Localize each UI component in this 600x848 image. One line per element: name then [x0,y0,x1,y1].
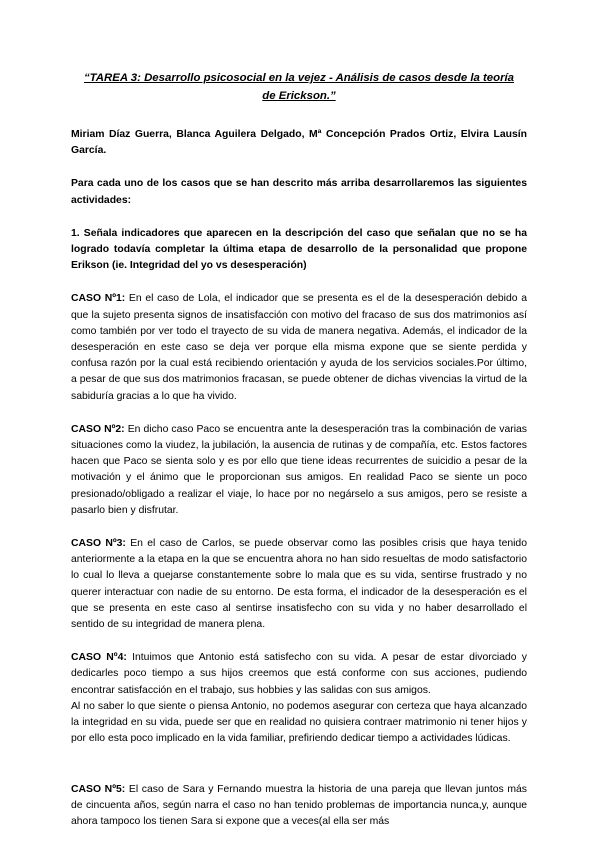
document-body [71,70,527,847]
case-4 [71,650,527,747]
case-label: CASO Nº5: [71,783,126,795]
case-5 [71,782,527,831]
authors: Miriam Díaz Guerra, Blanca Aguilera Delgado, Mª Concepción Prados Ortiz, Elvira Lausín García. [71,129,527,157]
case-label: CASO Nº2: [71,423,125,435]
case-text: En el caso de Lola, el indicador que se presenta es el de la desesperación debido a que la sujeto presenta signos de insatisfacción con motivo del fracaso de sus dos matrimonios así como también por ver todo el trayecto de su vida de manera negativa. Además, el indicador de la desesperación en este caso se deja ver porque ella misma expone que se siente perdida y confusa razón por la cual está recibiendo orientación y ayuda de los servicios sociales.Por último, a pesar de que sus dos matrimonios fracasan, se puede obtener de dichas vivencias la virtud de la sabiduría gracias a lo que ha vivido. [71,293,527,402]
case-label: CASO Nº4: [71,652,127,664]
case-text: Intuimos que Antonio está satisfecho con su vida. A pesar de estar divorciado y dedicarles poco tiempo a sus hijos creemos que está conforme con sus acciones, pudiendo encontrar satisfacción en el trabajo, sus hobbies y las salidas con sus amigos. [71,652,528,696]
intro-text: Para cada uno de los casos que se han descrito más arriba desarrollaremos las siguientes actividades: [71,178,527,206]
case-3 [71,536,527,633]
case-1 [71,291,527,404]
case-text-continued: Al no saber lo que siente o piensa Antonio, no podemos asegurar con certeza que haya alcanzado la integridad en su vida, puede ser que en realidad no quisiera contraer matrimonio ni tener hijos y por ello esta poco implicado en la vida familiar, prefiriendo dedicar tiempo a actividades lúdicas. [71,700,527,745]
case-text: El caso de Sara y Fernando muestra la historia de una pareja que llevan juntos más de cincuenta años, según narra el caso no han tenido problemas de importancia nunca,y, aunque ahora tampoco los tienen Sara si expone que a veces(al ella ser más [71,783,527,827]
question-1: 1. Señala indicadores que aparecen en la descripción del caso que señalan que no se ha logrado todavía completar la última etapa de desarrollo de la personalidad que propone Erikson (ie. Integridad del yo vs desesperación) [71,227,527,272]
case-label: CASO Nº3: [71,538,126,550]
case-text: En dicho caso Paco se encuentra ante la desesperación tras la combinación de varias situaciones como la viudez, la jubilación, la ausencia de rutinas y de compañía, etc. Estos factores hacen que Paco se sienta solo y es por ello que tiene ideas recurrentes de suicidio a pesar de la motivación y el ánimo que le proporcionan sus amigos. En realidad Paco se siente un poco presionado/obligado a realizar el viaje, lo hace por no negárselo a sus amigos, pero se resiste a pasarlo bien y disfrutar. [71,423,527,516]
case-2 [71,422,527,519]
case-text: En el caso de Carlos, se puede observar como las posibles crisis que haya tenido anteriormente a la etapa en la que se encuentra ahora no han sido resueltas de modo satisfactorio lo cual lo lleva a quejarse constantemente sobre lo mala que es su vida, sentirse frustrado y no querer interactuar con nadie de su entorno. De esta forma, el indicador de la desesperación es el que se presenta en este caso al sentirse insatisfecho con su vida y no haber desarrollado el sentido de su integridad de manera plena. [71,538,527,631]
document-title: “TAREA 3: Desarrollo psicosocial en la vejez - Análisis de casos desde la teoría de Erickson.” [83,72,515,102]
case-label: CASO Nº1: [71,293,126,305]
